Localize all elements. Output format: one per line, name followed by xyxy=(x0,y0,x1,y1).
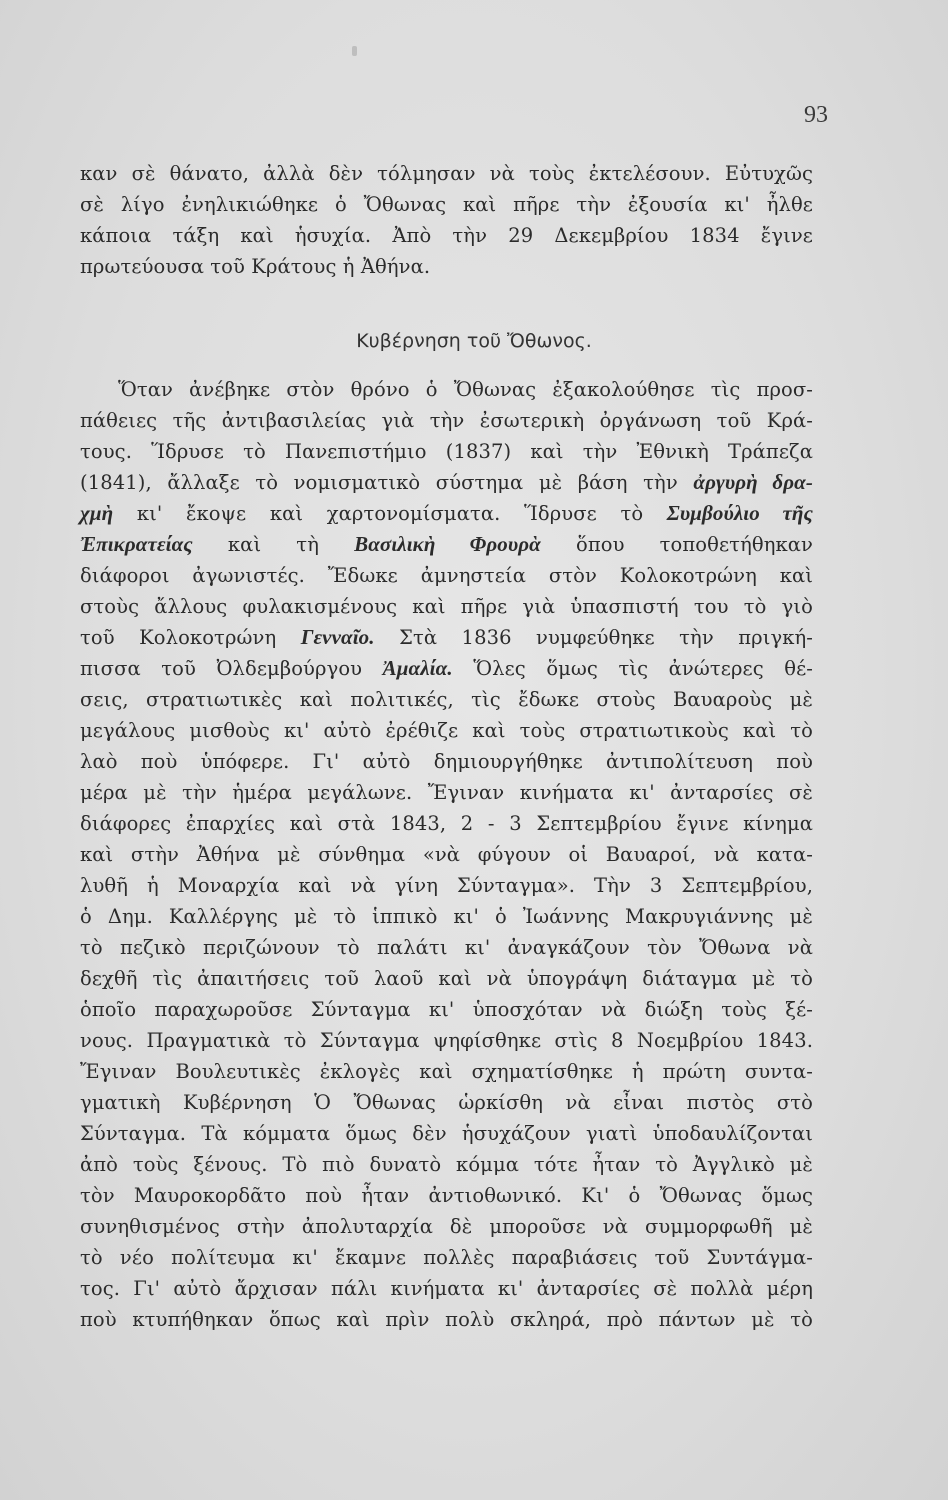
text-line: τος. Γι' αὐτὸ ἄρχισαν πάλι κινήματα κι' ἀνταρσίες σὲ πολλὰ μέρη xyxy=(80,1277,813,1300)
emphasis-term: ἀργυρὴ δρα- xyxy=(693,470,813,494)
text-line xyxy=(80,498,813,529)
text-line: μέρα μὲ τὴν ἡμέρα μεγάλωνε. Ἔγιναν κινήματα κι' ἀνταρσίες σὲ xyxy=(80,781,813,804)
text-line: νους. Πραγματικὰ τὸ Σύνταγμα ψηφίσθηκε στὶς 8 Νοεμβρίου 1843. xyxy=(80,1029,813,1052)
text-line xyxy=(80,529,813,560)
scan-speck xyxy=(352,46,357,56)
section-heading: Κυβέρνηση τοῦ Ὄθωνος. xyxy=(356,330,592,352)
main-paragraph xyxy=(80,374,813,1335)
text-line: διάφοροι ἀγωνιστές. Ἔδωκε ἀμνηστεία στὸν Κολοκοτρώνη καὶ xyxy=(80,564,813,587)
text-line xyxy=(80,653,813,684)
text-line xyxy=(80,622,813,653)
text-run: καὶ τὴ xyxy=(227,533,319,556)
text-line: διάφορες ἐπαρχίες καὶ στὰ 1843, 2 - 3 Σεπτεμβρίου ἔγινε κίνημα xyxy=(80,812,813,835)
emphasis-term: Συμβούλιο τῆς xyxy=(666,501,813,525)
text-line: πάθειες τῆς ἀντιβασιλείας γιὰ τὴν ἐσωτερικὴ ὀργάνωση τοῦ Κρά- xyxy=(80,409,813,432)
page-number: 93 xyxy=(804,102,828,128)
text-line: καν σὲ θάνατο, ἀλλὰ δὲν τόλμησαν νὰ τοὺς ἐκτελέσουν. Εὐτυχῶς xyxy=(80,162,813,185)
emphasis-term: χμὴ xyxy=(80,501,114,525)
text-run: ὅπου τοποθετήθηκαν xyxy=(576,533,813,556)
text-line: κάποια τάξη καὶ ἡσυχία. Ἀπὸ τὴν 29 Δεκεμβρίου 1834 ἔγινε xyxy=(80,224,813,247)
emphasis-term: Βασιλικὴ Φρουρὰ xyxy=(354,532,541,556)
text-line: πρωτεύουσα τοῦ Κράτους ἡ Ἀθήνα. xyxy=(80,255,431,278)
text-run: (1841), ἄλλαξε τὸ νομισματικὸ σύστημα μὲ βάση τὴν xyxy=(80,471,678,494)
text-line: μεγάλους μισθοὺς κι' αὐτὸ ἐρέθιζε καὶ τοὺς στρατιωτικοὺς καὶ τὸ xyxy=(80,719,813,742)
text-line: ποὺ κτυπήθηκαν ὅπως καὶ πρὶν πολὺ σκληρά, πρὸ πάντων μὲ τὸ xyxy=(80,1308,813,1331)
text-run: κι' ἔκοψε καὶ χαρτονομίσματα. Ἵδρυσε τὸ xyxy=(136,502,644,525)
text-run: τοῦ Κολοκοτρώνη xyxy=(80,626,277,649)
text-line: ὁποῖο παραχωροῦσε Σύνταγμα κι' ὑποσχόταν νὰ διώξη τοὺς ξέ- xyxy=(80,998,813,1021)
text-line: ὁ Δημ. Καλλέργης μὲ τὸ ἱππικὸ κι' ὁ Ἰωάννης Μακρυγιάννης μὲ xyxy=(80,905,813,928)
emphasis-term: Ἐπικρατείας xyxy=(80,532,193,556)
text-line: Ὅταν ἀνέβηκε στὸν θρόνο ὁ Ὄθωνας ἐξακολούθησε τὶς προσ- xyxy=(118,378,813,401)
top-paragraph xyxy=(80,158,813,282)
text-line: τὸ πεζικὸ περιζώνουν τὸ παλάτι κι' ἀναγκάζουν τὸν Ὄθωνα νὰ xyxy=(80,936,813,959)
text-line: γματικὴ Κυβέρνηση Ὁ Ὄθωνας ὡρκίσθη νὰ εἶναι πιστὸς στὸ xyxy=(80,1091,813,1114)
text-line: καὶ στὴν Ἀθήνα μὲ σύνθημα «νὰ φύγουν οἱ Βαυαροί, νὰ κατα- xyxy=(80,843,813,866)
text-run: πισσα τοῦ Ὀλδεμβούργου xyxy=(80,657,363,680)
text-line: Σύνταγμα. Τὰ κόμματα ὅμως δὲν ἡσυχάζουν γιατὶ ὑποδαυλίζονται xyxy=(80,1122,813,1145)
text-line: τὸ νέο πολίτευμα κι' ἔκαμνε πολλὲς παραβιάσεις τοῦ Συντάγμα- xyxy=(80,1246,813,1269)
text-line: σεις, στρατιωτικὲς καὶ πολιτικές, τὶς ἔδωκε στοὺς Βαυαροὺς μὲ xyxy=(80,688,813,711)
text-line: λυθῆ ἡ Μοναρχία καὶ νὰ γίνη Σύνταγμα». Τὴν 3 Σεπτεμβρίου, xyxy=(80,874,813,897)
text-line: Ἔγιναν Βουλευτικὲς ἐκλογὲς καὶ σχηματίσθηκε ἡ πρώτη συντα- xyxy=(80,1060,813,1083)
text-line: τὸν Μαυροκορδᾶτο ποὺ ἦταν ἀντιοθωνικό. Κι' ὁ Ὄθωνας ὅμως xyxy=(80,1184,813,1207)
text-line: στοὺς ἄλλους φυλακισμένους καὶ πῆρε γιὰ ὑπασπιστή του τὸ γιὸ xyxy=(80,595,813,618)
text-run: Ὅλες ὅμως τὶς ἀνώτερες θέ- xyxy=(473,657,813,680)
emphasis-term: Γενναῖο. xyxy=(300,625,375,649)
text-line: συνηθισμένος στὴν ἀπολυταρχία δὲ μποροῦσε νὰ συμμορφωθῆ μὲ xyxy=(80,1215,813,1238)
emphasis-term: Ἀμαλία. xyxy=(382,656,453,680)
text-line xyxy=(80,467,813,498)
text-line: ἀπὸ τοὺς ξένους. Τὸ πιὸ δυνατὸ κόμμα τότε ἦταν τὸ Ἀγγλικὸ μὲ xyxy=(80,1153,813,1176)
text-line: τους. Ἵδρυσε τὸ Πανεπιστήμιο (1837) καὶ τὴν Ἐθνικὴ Τράπεζα xyxy=(80,440,813,463)
text-line: λαὸ ποὺ ὑπόφερε. Γι' αὐτὸ δημιουργήθηκε ἀντιπολίτευση ποὺ xyxy=(80,750,813,773)
text-line: δεχθῆ τὶς ἀπαιτήσεις τοῦ λαοῦ καὶ νὰ ὑπογράψη διάταγμα μὲ τὸ xyxy=(80,967,813,990)
text-run: Στὰ 1836 νυμφεύθηκε τὴν πριγκή- xyxy=(399,626,813,649)
text-line: σὲ λίγο ἐνηλικιώθηκε ὁ Ὄθωνας καὶ πῆρε τὴν ἐξουσία κι' ἦλθε xyxy=(80,193,813,216)
